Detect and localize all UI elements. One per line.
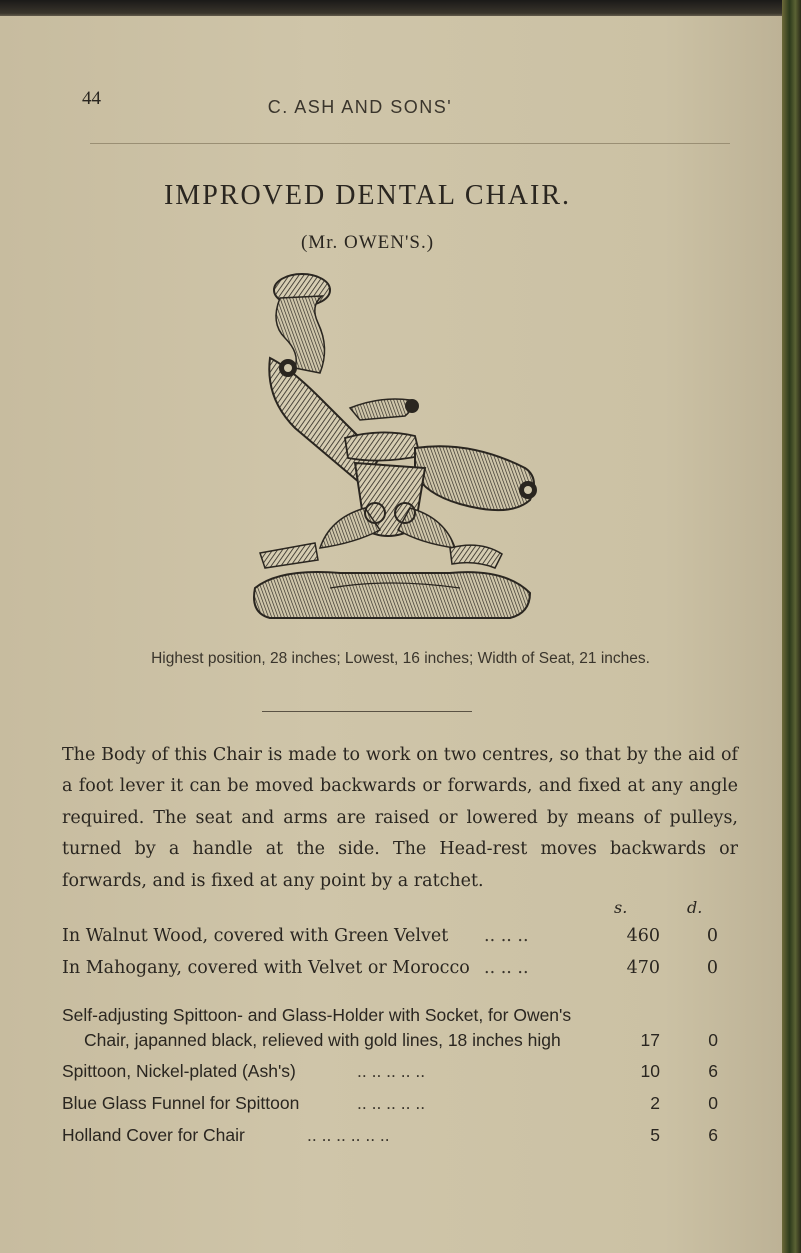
dental-chair-engraving (240, 268, 540, 638)
page-subtitle: (Mr. OWEN'S.) (300, 232, 435, 253)
price-pence: 0 (708, 1030, 718, 1050)
price-item-description: Holland Cover for Chair (62, 1125, 245, 1145)
chair-description: The Body of this Chair is made to work on two centres, so that by the aid of a foot lever it can be moved backwards or forwards, and fixed at any angle required. The seat and arms are raised or lowered by means of pulleys, turned by a handle at the side. The Head-rest moves backwards or forwards, and is fixed at any point by a ratchet. (62, 745, 738, 891)
book-spine-edge (782, 0, 801, 1253)
page-title: IMPROVED DENTAL CHAIR. (163, 180, 572, 211)
price-shillings: 470 (626, 958, 660, 978)
leader-dots: .. .. .. .. .. (357, 1093, 426, 1113)
section-rule (262, 711, 472, 712)
price-item-description-line2: Chair, japanned black, relieved with gold lines, 18 inches high (84, 1030, 561, 1050)
price-item-description: Spittoon, Nickel-plated (Ash's) (62, 1061, 296, 1081)
price-pence: 0 (706, 958, 718, 978)
leader-dots: .. .. .. (484, 958, 529, 978)
price-shillings: 10 (640, 1061, 660, 1081)
price-shillings: 460 (626, 926, 660, 946)
price-row (62, 1061, 738, 1089)
price-pence: 0 (706, 926, 718, 946)
price-row (62, 1005, 738, 1033)
price-row (62, 1125, 738, 1153)
running-head: C. ASH AND SONS' (267, 97, 453, 117)
price-pence: 6 (708, 1125, 718, 1145)
header-rule (90, 143, 730, 144)
price-item-description: In Walnut Wood, covered with Green Velvet (62, 926, 449, 946)
price-row (62, 1093, 738, 1121)
leader-dots: .. .. .. .. .. (357, 1061, 426, 1081)
price-shillings: 2 (650, 1093, 660, 1113)
leader-dots: .. .. .. (484, 926, 529, 946)
shillings-column-header: s. (614, 898, 628, 917)
price-item-description: Self-adjusting Spittoon- and Glass-Holder with Socket, for Owen's (62, 1005, 572, 1025)
price-pence: 6 (708, 1061, 718, 1081)
price-pence: 0 (708, 1093, 718, 1113)
page-number: 44 (82, 88, 101, 109)
price-row-continuation (62, 1030, 738, 1058)
price-shillings: 17 (640, 1030, 660, 1050)
price-shillings: 5 (650, 1125, 660, 1145)
price-item-description: In Mahogany, covered with Velvet or Morocco (62, 958, 470, 978)
price-item-description: Blue Glass Funnel for Spittoon (62, 1093, 300, 1113)
illustration-caption: Highest position, 28 inches; Lowest, 16 inches; Width of Seat, 21 inches. (151, 650, 650, 667)
price-row (62, 958, 738, 986)
price-row (62, 926, 738, 954)
pence-column-header: d. (687, 898, 703, 917)
leader-dots: .. .. .. .. .. .. (307, 1125, 390, 1145)
